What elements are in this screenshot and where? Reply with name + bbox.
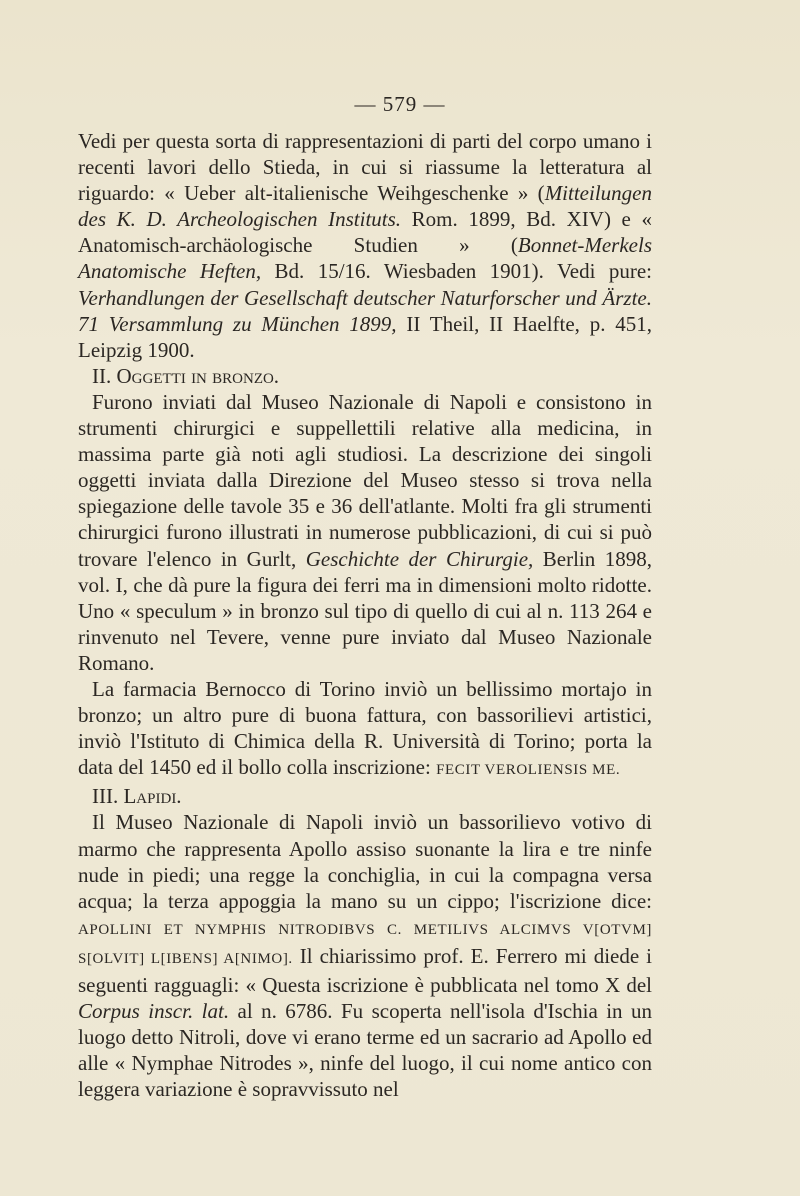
inscription-text: APOLLINI ET NYMPHIS NITRODIBVS C. METILIVS ALCIMVS V[OTVM] S[OLVIT] L[IBENS] A[NIMO]. xyxy=(78,921,652,967)
text-run: Berlin 1898, vol. I, che dà pure la figura dei ferri ma in dimensioni molto ridotte. Uno « speculum » in bronzo sul tipo di quello di cui al n. 113 264 e rinvenuto nel Tevere, venne pure inviato dal Museo Nazionale Romano. xyxy=(78,546,652,675)
inscription-text: FECIT VEROLIENSIS ME. xyxy=(436,762,621,779)
section-heading-stones xyxy=(78,783,652,809)
text-run: Vedi per questa sorta di rappresentazioni di parti del corpo umano i recenti lavori dello Stieda, in cui si riassume la letteratura al riguardo: « Ueber alt-italienische Weihgeschenke » ( xyxy=(78,129,652,206)
text-run: Bd. 15/16. Wiesbaden 1901). Vedi pure: xyxy=(261,259,653,284)
body-text xyxy=(78,128,652,1102)
section-title: Oggetti in bronzo. xyxy=(116,363,280,388)
text-run: La farmacia Bernocco di Torino inviò un bellissimo mortajo in bronzo; un altro pure di buona fattura, con bassorilievi artistici, inviò l'Istituto di Chimica della R. Università di Torino; porta la data del 1450 ed il bollo colla inscrizione: xyxy=(78,676,652,780)
section-number: III. xyxy=(92,784,119,809)
text-run: Il chiarissimo prof. E. Ferrero mi diede i seguenti ragguagli: « Questa iscrizione è pubblicata nel tomo X del xyxy=(78,943,652,997)
italic-citation: Bonnet-Merkels Anatomische Heften, xyxy=(78,233,652,284)
text-run: al n. 6786. Fu scoperta nell'isola d'Ischia in un luogo detto Nitroli, dove vi erano terme ed un sacrario ad Apollo ed alle « Nymphae Nitrodes », ninfe del luogo, il cui nome antico con leggera variazione è sopravvissuto nel xyxy=(78,999,652,1102)
text-run: Furono inviati dal Museo Nazionale di Napoli e consistono in strumenti chirurgici e suppellettili relative alla medicina, in massima parte già noti agli studiosi. La descrizione dei singoli oggetti inviata dalla Direzione del Museo stesso si trova nella spiegazione delle tavole 35 e 36 dell'atlante. Molti fra gli strumenti chirurgici furono illustrati in numerose pubblicazioni, di cui si può trovare l'elenco in Gurlt, xyxy=(78,389,652,571)
italic-citation: Geschichte der Chirurgie, xyxy=(305,546,534,571)
italic-citation: Corpus inscr. lat. xyxy=(78,999,230,1024)
paragraph-stieda-references xyxy=(78,128,652,363)
paragraph-votive-relief xyxy=(78,809,652,1102)
text-run: II Theil, II Haelfte, p. 451, Leipzig 1900. xyxy=(78,311,653,362)
section-title: Lapidi. xyxy=(123,784,182,809)
italic-citation: Mitteilungen des K. D. Archeologischen Instituts. xyxy=(78,181,652,232)
paragraph-mortar xyxy=(78,676,652,783)
page-number: — 579 — xyxy=(354,92,446,116)
text-run: Rom. 1899, Bd. XIV) e « Anatomisch-archäologische Studien » ( xyxy=(78,207,652,258)
section-number: II. xyxy=(92,363,112,388)
paragraph-bronze-instruments xyxy=(78,389,652,676)
text-run: Il Museo Nazionale di Napoli inviò un bassorilievo votivo di marmo che rappresenta Apollo assiso suonante la lira e tre ninfe nude in piedi; una regge la conchiglia, in cui la compagna versa acqua; la terza appoggia la mano su un cippo; l'iscrizione dice: xyxy=(78,810,652,913)
section-heading-bronze xyxy=(78,363,652,389)
italic-citation: Verhandlungen der Gesellschaft deutscher Naturforscher und Ärzte. 71 Versammlung zu München 1899, xyxy=(78,285,652,336)
